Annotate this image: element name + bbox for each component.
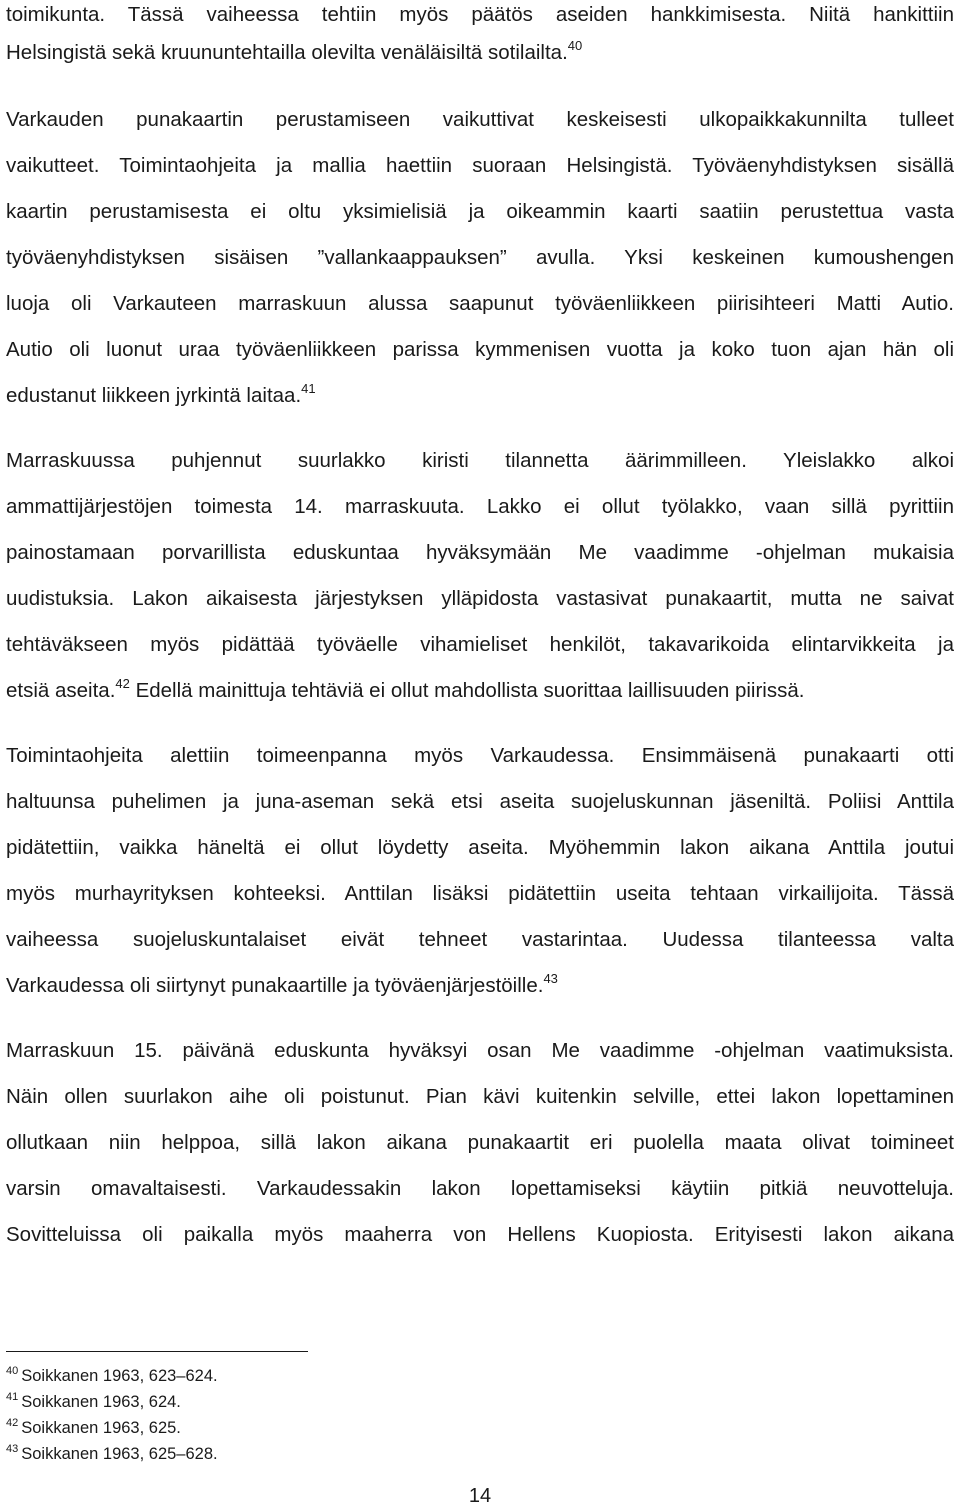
footnote-separator: [6, 1351, 308, 1352]
body-line: [6, 971, 954, 1001]
body-line: [6, 151, 954, 181]
body-line: [6, 492, 954, 522]
line-text: luoja oli Varkauteen marraskuun alussa saapunut työväenliikkeen piirisihteeri Matti Autio.: [6, 292, 954, 315]
line-text: myös murhayrityksen kohteeksi. Anttilan lisäksi pidätettiin useita tehtaan virkailijoita. Tässä: [6, 882, 954, 905]
footnote-number: 41: [6, 1391, 19, 1403]
footnote: [6, 1443, 218, 1465]
line-text: pidätettiin, vaikka häneltä ei ollut löydetty aseita. Myöhemmin lakon aikana Anttila joutui: [6, 836, 954, 859]
line-text: uudistuksia. Lakon aikaisesta järjestyksen ylläpidosta vastasivat punakaartit, mutta ne saivat: [6, 587, 954, 610]
line-text: vaikutteet. Toimintaohjeita ja mallia haettiin suoraan Helsingistä. Työväenyhdistyksen sisällä: [6, 154, 954, 177]
body-line: [6, 879, 954, 909]
line-text: painostamaan porvarillista eduskuntaa hyväksymään Me vaadimme -ohjelman mukaisia: [6, 541, 954, 564]
footnote-text: Soikkanen 1963, 625.: [21, 1419, 181, 1437]
body-line: [6, 1082, 954, 1112]
body-line: [6, 335, 954, 365]
footnote: [6, 1365, 218, 1387]
footnote-text: Soikkanen 1963, 625–628.: [21, 1445, 218, 1463]
footnote-reference[interactable]: 43: [543, 971, 558, 986]
line-text: haltuunsa puhelimen ja juna-aseman sekä etsi aseita suojeluskunnan jäseniltä. Poliisi Anttila: [6, 790, 954, 813]
body-line: [6, 243, 954, 273]
footnote: [6, 1391, 181, 1413]
footnote-number: 40: [6, 1365, 19, 1377]
line-text: ammattijärjestöjen toimesta 14. marraskuuta. Lakko ei ollut työlakko, vaan sillä pyrittiin: [6, 495, 954, 518]
line-text: ollutkaan niin helppoa, sillä lakon aikana punakaartit eri puolella maata olivat toimineet: [6, 1131, 954, 1154]
line-text: Marraskuussa puhjennut suurlakko kiristi tilannetta äärimmilleen. Yleislakko alkoi: [6, 449, 954, 472]
body-line: [6, 630, 954, 660]
body-line: [6, 741, 954, 771]
footnote: [6, 1417, 181, 1439]
body-line: [6, 584, 954, 614]
page-number: 14: [468, 1485, 492, 1507]
body-line: [6, 197, 954, 227]
body-line: [6, 446, 954, 476]
body-line: [6, 787, 954, 817]
footnote-number: 43: [6, 1443, 19, 1455]
line-text: Autio oli luonut uraa työväenliikkeen parissa kymmenisen vuotta ja koko tuon ajan hän oli: [6, 338, 954, 361]
body-line: [6, 38, 954, 68]
line-text: työväenyhdistyksen sisäisen ”vallankaappauksen” avulla. Yksi keskeinen kumoushengen: [6, 246, 954, 269]
line-text: tehtäväkseen myös pidättää työväelle vihamieliset henkilöt, takavarikoida elintarvikkeita ja: [6, 633, 954, 656]
line-text: edustanut liikkeen jyrkintä laitaa.: [6, 384, 302, 407]
footnote-text: Soikkanen 1963, 623–624.: [21, 1367, 218, 1385]
line-text: Varkauden punakaartin perustamiseen vaikuttivat keskeisesti ulkopaikkakunnilta tulleet: [6, 108, 954, 131]
body-line: [6, 1036, 954, 1066]
body-line: [6, 925, 954, 955]
line-text: kaartin perustamisesta ei oltu yksimielisiä ja oikeammin kaarti saatiin perustettua vasta: [6, 200, 954, 223]
footnote-reference[interactable]: 40: [567, 38, 583, 53]
body-line: [6, 1220, 954, 1250]
footnote-reference[interactable]: 42: [115, 676, 130, 691]
line-text: vaiheessa suojeluskuntalaiset eivät tehneet vastarintaa. Uudessa tilanteessa valta: [6, 928, 954, 951]
body-line: [6, 105, 954, 135]
body-line: [6, 833, 954, 863]
body-line: [6, 289, 954, 319]
footnote-text: Soikkanen 1963, 624.: [21, 1393, 181, 1411]
line-text: varsin omavaltaisesti. Varkaudessakin lakon lopettamiseksi käytiin pitkiä neuvotteluja.: [6, 1177, 954, 1200]
line-text: Helsingistä sekä kruununtehtailla olevilta venäläisiltä sotilailta.: [6, 41, 568, 64]
body-line: [6, 381, 954, 411]
line-text: toimikunta. Tässä vaiheessa tehtiin myös päätös aseiden hankkimisesta. Niitä hankittiin: [6, 3, 954, 26]
footnote-reference[interactable]: 41: [301, 381, 316, 396]
line-text: Varkaudessa oli siirtynyt punakaartille ja työväenjärjestöille.: [6, 974, 544, 997]
body-line: [6, 538, 954, 568]
footnote-number: 42: [6, 1417, 19, 1429]
line-text: Toimintaohjeita alettiin toimeenpanna myös Varkaudessa. Ensimmäisenä punakaarti otti: [6, 744, 954, 767]
body-line: [6, 676, 954, 706]
line-text: Edellä mainittuja tehtäviä ei ollut mahdollista suorittaa laillisuuden piirissä.: [129, 679, 805, 702]
line-text: Sovitteluissa oli paikalla myös maaherra von Hellens Kuopiosta. Erityisesti lakon aikana: [6, 1223, 954, 1246]
body-line: [6, 0, 954, 30]
line-text: Marraskuun 15. päivänä eduskunta hyväksyi osan Me vaadimme -ohjelman vaatimuksista.: [6, 1039, 954, 1062]
line-text: etsiä aseita.: [6, 679, 116, 702]
body-line: [6, 1128, 954, 1158]
body-line: [6, 1174, 954, 1204]
line-text: Näin ollen suurlakon aihe oli poistunut. Pian kävi kuitenkin selville, ettei lakon lopettaminen: [6, 1085, 954, 1108]
